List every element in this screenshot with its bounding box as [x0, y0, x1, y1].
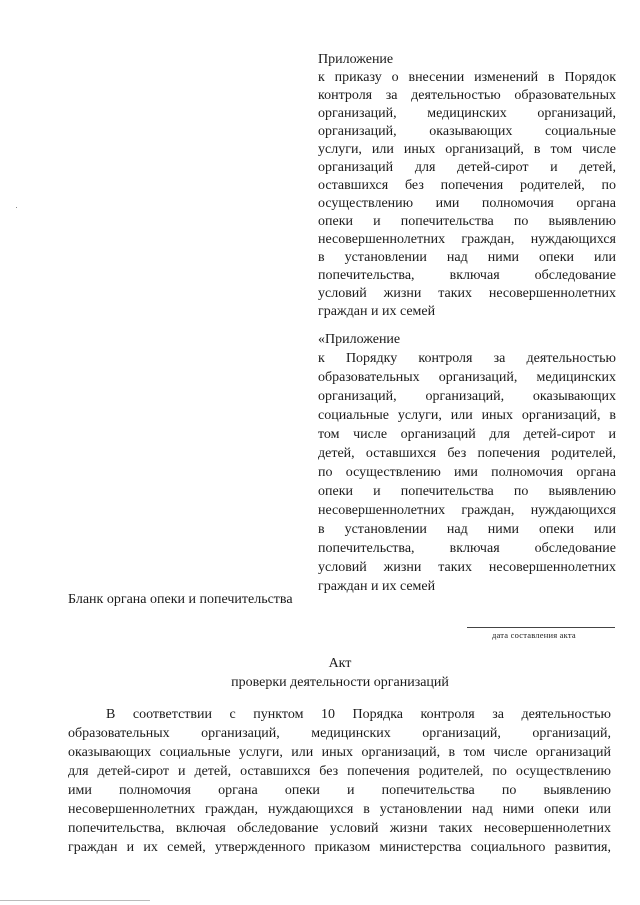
- body-line: образовательных организаций, медицинских организаций, организаций,: [68, 726, 611, 741]
- act-title: Акт: [328, 656, 352, 671]
- date-caption: дата составления акта: [492, 630, 576, 640]
- appendix-line: осуществлению ими полномочия органа: [318, 196, 616, 211]
- appendix-line: услуги, или иных организаций, в том числе: [318, 142, 616, 157]
- procedure-appendix-line: организаций, организаций, оказывающих: [318, 389, 616, 404]
- procedure-appendix-line: по осуществлению ими полномочия органа: [318, 465, 616, 480]
- appendix-line: граждан и их семей: [318, 304, 436, 319]
- appendix-line: к приказу о внесении изменений в Порядок: [318, 70, 616, 85]
- body-line: оказывающих социальные услуги, или иных организаций, в том числе организаций: [68, 745, 611, 760]
- appendix-line: несовершеннолетних граждан, нуждающихся: [318, 232, 616, 247]
- procedure-appendix-line: образовательных организаций, медицинских: [318, 370, 616, 385]
- date-signature-line: [467, 627, 615, 628]
- body-line: попечительства, включая обследование условий жизни таких несовершеннолетних: [68, 821, 611, 836]
- procedure-appendix-line: несовершеннолетних граждан, нуждающихся: [318, 503, 616, 518]
- procedure-appendix-line: к Порядку контроля за деятельностью: [318, 351, 616, 366]
- procedure-appendix-line: опеки и попечительства по выявлению: [318, 484, 616, 499]
- appendix-line: контроля за деятельностью образовательных: [318, 88, 616, 103]
- appendix-line: условий жизни таких несовершеннолетних: [318, 286, 616, 301]
- appendix-line: оставшихся без попечения родителей, по: [318, 178, 616, 193]
- body-line: несовершеннолетних граждан, нуждающихся в установлении над ними опеки или: [68, 802, 611, 817]
- appendix-line: в установлении над ними опеки или: [318, 250, 616, 265]
- body-line: В соответствии с пунктом 10 Порядка контроля за деятельностью: [106, 707, 611, 722]
- procedure-appendix-line: попечительства, включая обследование: [318, 541, 616, 556]
- body-line: ими полномочия органа опеки и попечительства по выявлению: [68, 783, 611, 798]
- procedure-appendix-title: «Приложение: [318, 332, 401, 347]
- appendix-line: организаций, медицинских организаций,: [318, 106, 616, 121]
- appendix-title: Приложение: [318, 52, 394, 67]
- appendix-line: опеки и попечительства по выявлению: [318, 214, 616, 229]
- procedure-appendix-line: в установлении над ними опеки или: [318, 522, 616, 537]
- appendix-line: организаций, оказывающих социальные: [318, 124, 616, 139]
- procedure-appendix-line: условий жизни таких несовершеннолетних: [318, 560, 616, 575]
- act-subtitle: проверки деятельности организаций: [231, 675, 449, 690]
- blank-label: Бланк органа опеки и попечительства: [68, 592, 293, 607]
- appendix-line: организаций для детей-сирот и детей,: [318, 160, 616, 175]
- appendix-line: попечительства, включая обследование: [318, 268, 616, 283]
- procedure-appendix-line: том числе организаций для детей-сирот и: [318, 427, 616, 442]
- scan-edge-line: [0, 900, 150, 901]
- body-line: для детей-сирот и детей, оставшихся без попечения родителей, по осуществлению: [68, 764, 611, 779]
- procedure-appendix-line: социальные услуги, или иных организаций, в: [318, 408, 616, 423]
- body-line: граждан и их семей, утвержденного приказом министерства социального развития,: [68, 840, 611, 855]
- procedure-appendix-line: детей, оставшихся без попечения родителей,: [318, 446, 616, 461]
- scan-speck: [16, 207, 17, 208]
- procedure-appendix-line: граждан и их семей: [318, 579, 436, 594]
